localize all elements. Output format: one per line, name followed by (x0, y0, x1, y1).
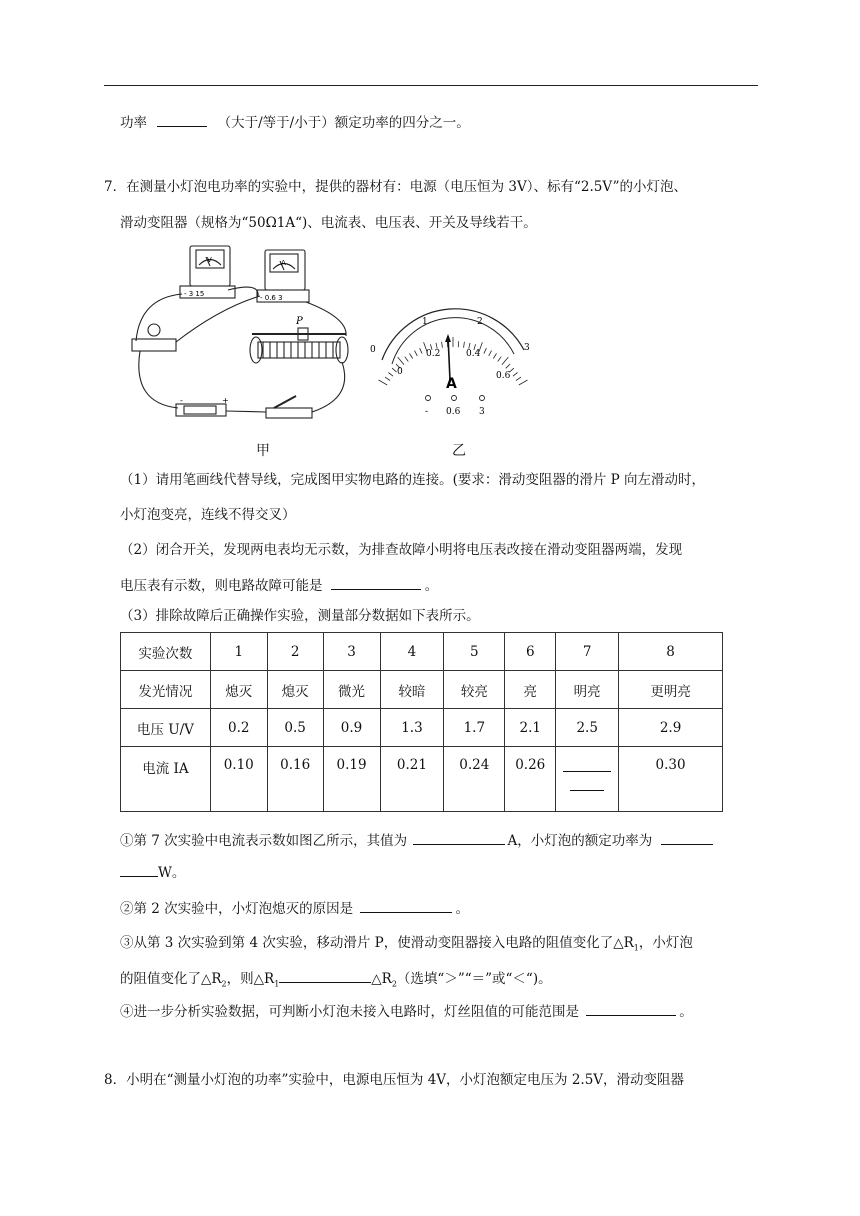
table-cell: 电流 IA (121, 747, 211, 812)
dial-tick (513, 373, 518, 377)
table-cell: 0.10 (210, 747, 267, 812)
table-cell: 电压 U/V (121, 709, 211, 747)
q7-intro-line2 (120, 213, 537, 233)
table-cell: 0.24 (444, 747, 505, 812)
current-answer-blank[interactable] (563, 757, 611, 772)
q7-intro-text: 在测量小灯泡电功率的实验中，提供的器材有：电源（电压恒为 3V）、标有“2.5V”的小灯泡、 (126, 179, 687, 195)
question-number: 7． (104, 179, 127, 195)
dial-tick (379, 380, 388, 385)
dial-tick (420, 348, 423, 354)
item3-text-a: 的阻值变化了△R (120, 971, 222, 987)
q7-sub2-line2 (120, 575, 438, 596)
dial-tick (442, 342, 443, 348)
table-cell: 0.26 (505, 747, 556, 812)
table-row (121, 747, 723, 812)
figure-caption-jia: 甲 (256, 443, 270, 459)
dial-tick (516, 377, 521, 380)
outer-tick-3: 3 (524, 343, 530, 353)
rated-power-blank[interactable] (661, 830, 713, 845)
table-row (121, 709, 723, 747)
table-cell: 2 (267, 633, 323, 671)
dial-tick (388, 373, 393, 377)
q8-line1 (104, 1070, 684, 1090)
item2-text: ②第 2 次实验中，小灯泡熄灭的原因是 (120, 901, 354, 917)
sub2-text-2: 电压表有示数，则电路故障可能是 (120, 578, 323, 594)
q7-item4 (120, 1001, 693, 1022)
table-cell: 4 (380, 633, 444, 671)
q7-item1-line2 (120, 862, 185, 883)
dial-tick (436, 343, 437, 349)
ammeter-needle (448, 336, 450, 380)
fault-answer-blank[interactable] (331, 575, 421, 590)
circuit-figure (120, 238, 560, 458)
outer-tick-1: 1 (422, 317, 428, 327)
prev-question-fragment (120, 112, 470, 133)
outer-tick-0: 0 (370, 345, 376, 355)
table-cell: 7 (556, 633, 619, 671)
q7-intro-text-2: 滑动变阻器（规格为“50Ω1A“)、电流表、电压表、开关及导线若干。 (120, 215, 537, 231)
table-cell: 0.9 (323, 709, 380, 747)
answer-blank[interactable] (157, 112, 207, 127)
dial-tick (502, 357, 508, 365)
q7-item1 (120, 830, 713, 851)
sub2-period: 。 (424, 578, 439, 594)
dial-tick (493, 354, 496, 359)
item3-text-c: △R (371, 971, 392, 987)
lamp-bulb (148, 324, 160, 336)
table-cell: 较亮 (444, 671, 505, 709)
table-cell: 熄灭 (267, 671, 323, 709)
resistance-range-blank[interactable] (586, 1001, 676, 1016)
item3-sub-2b: 2 (391, 979, 397, 989)
table-cell: 1.3 (380, 709, 444, 747)
table-cell: 0.2 (210, 709, 267, 747)
ammeter-term-minus: - (425, 407, 429, 417)
q7-item3-line2 (120, 968, 552, 995)
dial-tick (498, 357, 502, 362)
q7-sub2-line1 (120, 540, 682, 560)
current-value-blank[interactable] (413, 830, 505, 845)
voltmeter-label: V (207, 256, 212, 264)
q7-sub1-line2 (120, 505, 296, 525)
table-cell: 6 (505, 633, 556, 671)
fragment-text-tail: （大于/等于/小于）额定功率的四分之一。 (217, 115, 470, 131)
circuit-diagram (120, 238, 560, 458)
table-cell: 1 (210, 633, 267, 671)
table-cell: 亮 (505, 671, 556, 709)
dial-tick (398, 357, 404, 365)
lamp-off-reason-blank[interactable] (360, 898, 452, 913)
dial-tick (506, 364, 510, 368)
ammeter-term-06: 0.6 (446, 407, 461, 417)
dial-tick (519, 380, 528, 385)
ammeter-unit: A (446, 376, 457, 392)
inner-tick-0: 0 (397, 367, 403, 377)
item3-sub-2: 2 (221, 979, 227, 989)
compare-blank[interactable] (279, 968, 371, 983)
dial-tick (392, 368, 396, 372)
voltmeter-terminals: - 3 15 (184, 290, 205, 298)
table-cell: 5 (444, 633, 505, 671)
dial-tick (464, 342, 465, 348)
table-cell: 微光 (323, 671, 380, 709)
rated-power-blank-2[interactable] (120, 862, 158, 877)
data-table (120, 632, 723, 812)
table-cell: 熄灭 (210, 671, 267, 709)
item4-text: ④进一步分析实验数据，可判断小灯泡未接入电路时，灯丝阻值的可能范围是 (120, 1004, 579, 1020)
sub3-text: （3）排除故障后正确操作实验，测量部分数据如下表所示。 (120, 608, 480, 624)
dial-tick (405, 357, 409, 362)
table-cell: 更明亮 (619, 671, 723, 709)
item3-text: ③从第 3 次实验到第 4 次实验，移动滑片 P，使滑动变阻器接入电路的阻值变化了△R (120, 935, 634, 951)
ammeter-term-3: 3 (479, 407, 485, 417)
dial-tick (484, 348, 487, 354)
question-number: 8． (104, 1072, 127, 1088)
item3-tail: ，小灯泡 (638, 935, 693, 951)
q7-sub3 (120, 606, 480, 626)
ammeter-label: A (281, 259, 286, 267)
sub2-text: （2）闭合开关，发现两电表均无示数，为排查故障小明将电压表改接在滑动变阻器两端，发现 (120, 542, 683, 558)
q7-sub1-line1 (120, 470, 705, 490)
header-rule (104, 85, 758, 86)
item1-mid: A，小灯泡的额定功率为 (507, 833, 653, 849)
table-cell: 0.21 (380, 747, 444, 812)
dial-tick (410, 354, 413, 359)
battery-plus: + (222, 396, 229, 405)
switch-base (266, 408, 312, 418)
item1-text: ①第 7 次实验中电流表示数如图乙所示，其值为 (120, 833, 408, 849)
table-cell: 2.5 (556, 709, 619, 747)
q7-item3-line1 (120, 933, 693, 959)
table-cell: 3 (323, 633, 380, 671)
dial-tick (385, 377, 390, 380)
table-cell: 0.16 (267, 747, 323, 812)
inner-tick-06: 0.6 (496, 371, 511, 381)
lamp-base (132, 339, 176, 351)
table-cell: 0.19 (323, 747, 380, 812)
table-cell: 8 (619, 633, 723, 671)
sub1-text-2: 小灯泡变亮，连线不得交叉） (120, 507, 296, 523)
table-cell: 明亮 (556, 671, 619, 709)
dial-tick (489, 351, 492, 356)
ammeter-terminals: - 0.6 3 (260, 294, 283, 302)
table-cell: 0.5 (267, 709, 323, 747)
outer-tick-2: 2 (477, 317, 483, 327)
table-cell: 实验次数 (121, 633, 211, 671)
current-answer-cell[interactable] (556, 747, 619, 812)
current-answer-blank-2[interactable] (570, 790, 604, 791)
table-cell: 发光情况 (121, 671, 211, 709)
table-cell: 2.9 (619, 709, 723, 747)
table-row (121, 671, 723, 709)
item2-period: 。 (455, 901, 469, 917)
inner-tick-04: 0.4 (466, 349, 481, 359)
dial-tick (469, 343, 470, 349)
table-header-row (121, 633, 723, 671)
item3-sub-1: 1 (274, 979, 280, 989)
ammeter-body (265, 250, 305, 290)
table-cell: 1.7 (444, 709, 505, 747)
fragment-text: 功率 (120, 115, 147, 131)
battery-minus: - (180, 396, 183, 405)
dial-tick (415, 351, 418, 356)
q7-intro-line1 (104, 177, 687, 197)
sub1-text: （1）请用笔画线代替导线，完成图甲实物电路的连接。(要求：滑动变阻器的滑片 P 向左滑动时， (120, 472, 706, 488)
q7-item2 (120, 898, 469, 919)
inner-tick-02: 0.2 (426, 349, 441, 359)
table-cell: 2.1 (505, 709, 556, 747)
table-cell: 较暗 (380, 671, 444, 709)
item3-text-d: （选填“＞”“＝”或“＜“)。 (396, 971, 552, 987)
q8-text: 小明在“测量小灯泡的功率”实验中，电源电压恒为 4V，小灯泡额定电压为 2.5V，滑动变阻器 (126, 1072, 685, 1088)
slider-label: P (296, 316, 303, 327)
item1-end: W。 (158, 865, 186, 881)
item4-period: 。 (679, 1004, 693, 1020)
table-cell: 0.30 (619, 747, 723, 812)
item3-text-b: ，则△R (226, 971, 275, 987)
item3-sub: 1 (633, 943, 639, 953)
figure-caption-yi: 乙 (452, 443, 466, 459)
